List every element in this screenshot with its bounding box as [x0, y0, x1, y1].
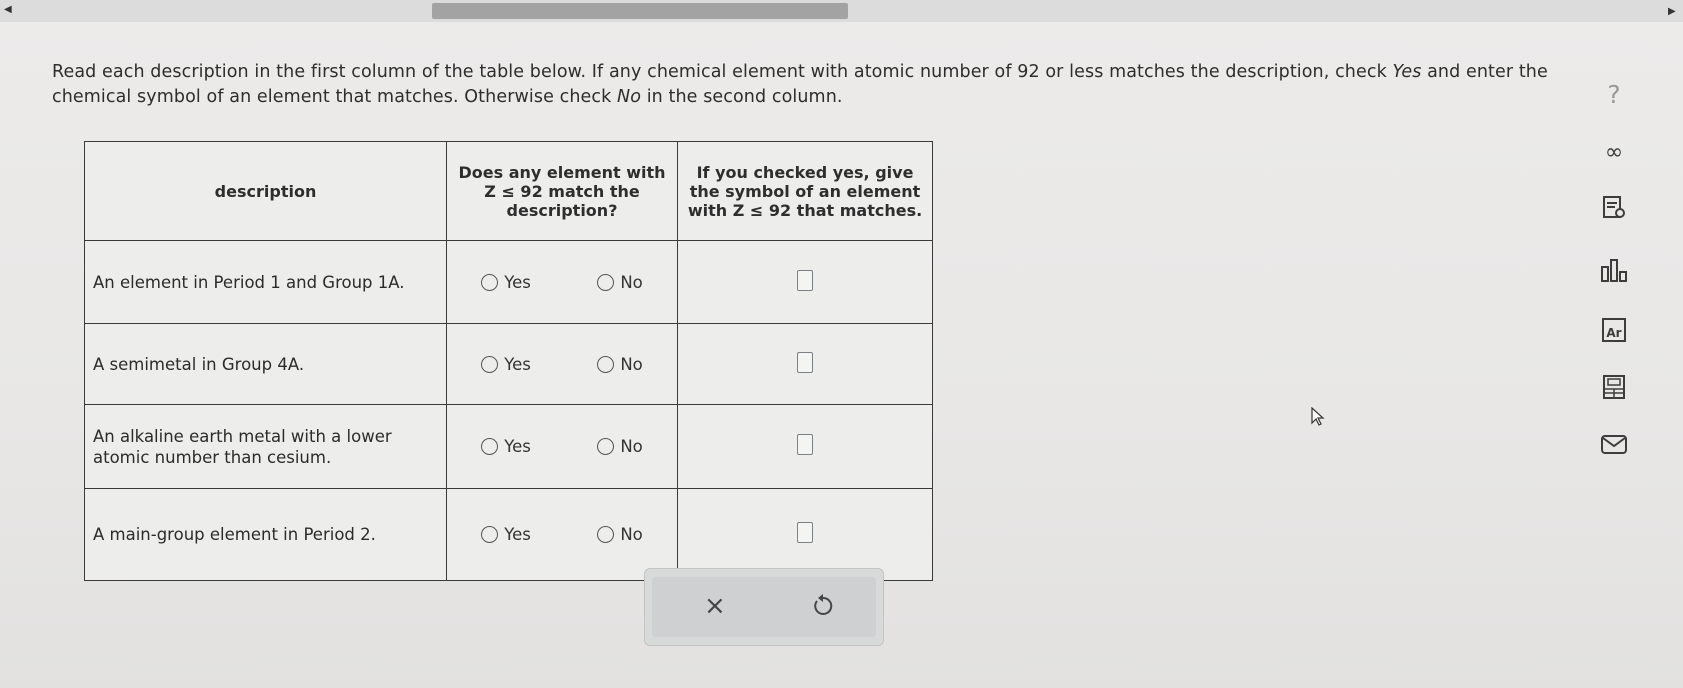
instructions-no: No [617, 87, 642, 107]
yes-radio[interactable] [481, 437, 531, 456]
scrollbar-thumb[interactable] [432, 3, 848, 19]
instructions-text [52, 60, 1552, 110]
question-table [84, 141, 933, 581]
periodic-label: Ar [1606, 326, 1622, 340]
row-description: An alkaline earth metal with a lower atomic number than cesium. [85, 405, 447, 489]
no-radio[interactable] [597, 437, 642, 456]
clear-button[interactable]: × [704, 591, 726, 621]
scroll-right-icon[interactable]: ▶ [1668, 6, 1676, 17]
mouse-pointer-icon [1310, 407, 1326, 431]
undo-icon[interactable] [812, 593, 834, 621]
radio-circle-icon [597, 356, 614, 373]
symbol-cell [678, 489, 933, 581]
yes-label: Yes [504, 354, 531, 374]
header-description: description [85, 142, 447, 241]
bar-chart-icon[interactable] [1596, 257, 1632, 287]
header-symbol: If you checked yes, give the symbol of an element with Z ≤ 92 that matches. [678, 142, 933, 241]
table-header-row [85, 142, 933, 241]
no-label: No [620, 525, 643, 544]
infinity-icon[interactable]: ∞ [1604, 140, 1624, 165]
row-description: An element in Period 1 and Group 1A. [85, 241, 447, 324]
radio-circle-icon [481, 526, 498, 543]
table-row [85, 489, 933, 581]
symbol-input[interactable] [797, 434, 813, 455]
table-row [85, 405, 933, 489]
yes-radio[interactable] [481, 355, 531, 374]
no-radio[interactable] [597, 525, 642, 544]
header-match: Does any element with Z ≤ 92 match the description? [447, 142, 678, 241]
action-bar-inner [652, 577, 876, 637]
symbol-cell [678, 324, 933, 405]
reading-icon[interactable] [1596, 195, 1632, 225]
symbol-cell [678, 241, 933, 324]
table-row [85, 324, 933, 405]
top-scrollbar[interactable] [0, 0, 1683, 22]
yes-radio[interactable] [481, 273, 531, 292]
scroll-left-icon[interactable]: ◀ [4, 4, 12, 15]
radio-circle-icon [597, 438, 614, 455]
yes-label: Yes [504, 272, 531, 292]
yes-no-cell [447, 324, 678, 405]
no-label: No [620, 272, 643, 292]
periodic-table-icon[interactable] [1596, 317, 1632, 347]
instructions-part3: in the second column. [641, 87, 843, 107]
symbol-input[interactable] [797, 352, 813, 373]
symbol-input[interactable] [797, 522, 813, 543]
radio-circle-icon [597, 274, 614, 291]
radio-circle-icon [481, 356, 498, 373]
yes-no-cell [447, 405, 678, 489]
instructions-part1: Read each description in the first column of the table below. If any chemical element with atomic number of 92 or less matches the description, check [52, 62, 1393, 82]
yes-no-cell [447, 241, 678, 324]
yes-label: Yes [504, 525, 531, 544]
yes-radio[interactable] [481, 525, 531, 544]
table-row [85, 241, 933, 324]
help-button[interactable]: ? [1607, 80, 1621, 109]
yes-label: Yes [504, 437, 531, 456]
radio-circle-icon [481, 274, 498, 291]
yes-no-cell [447, 489, 678, 581]
no-radio[interactable] [597, 273, 642, 292]
symbol-input[interactable] [797, 270, 813, 291]
radio-circle-icon [597, 526, 614, 543]
symbol-cell [678, 405, 933, 489]
instructions-yes: Yes [1392, 62, 1422, 82]
mail-icon[interactable] [1596, 434, 1632, 460]
answer-action-bar [644, 568, 884, 646]
instructions-part2: and enter the chemical symbol of an element that matches. Otherwise check [52, 62, 1548, 107]
no-radio[interactable] [597, 355, 642, 374]
calculator-icon[interactable] [1596, 374, 1632, 404]
no-label: No [620, 354, 643, 374]
row-description: A main-group element in Period 2. [85, 489, 447, 581]
row-description: A semimetal in Group 4A. [85, 324, 447, 405]
radio-circle-icon [481, 438, 498, 455]
no-label: No [620, 437, 643, 456]
